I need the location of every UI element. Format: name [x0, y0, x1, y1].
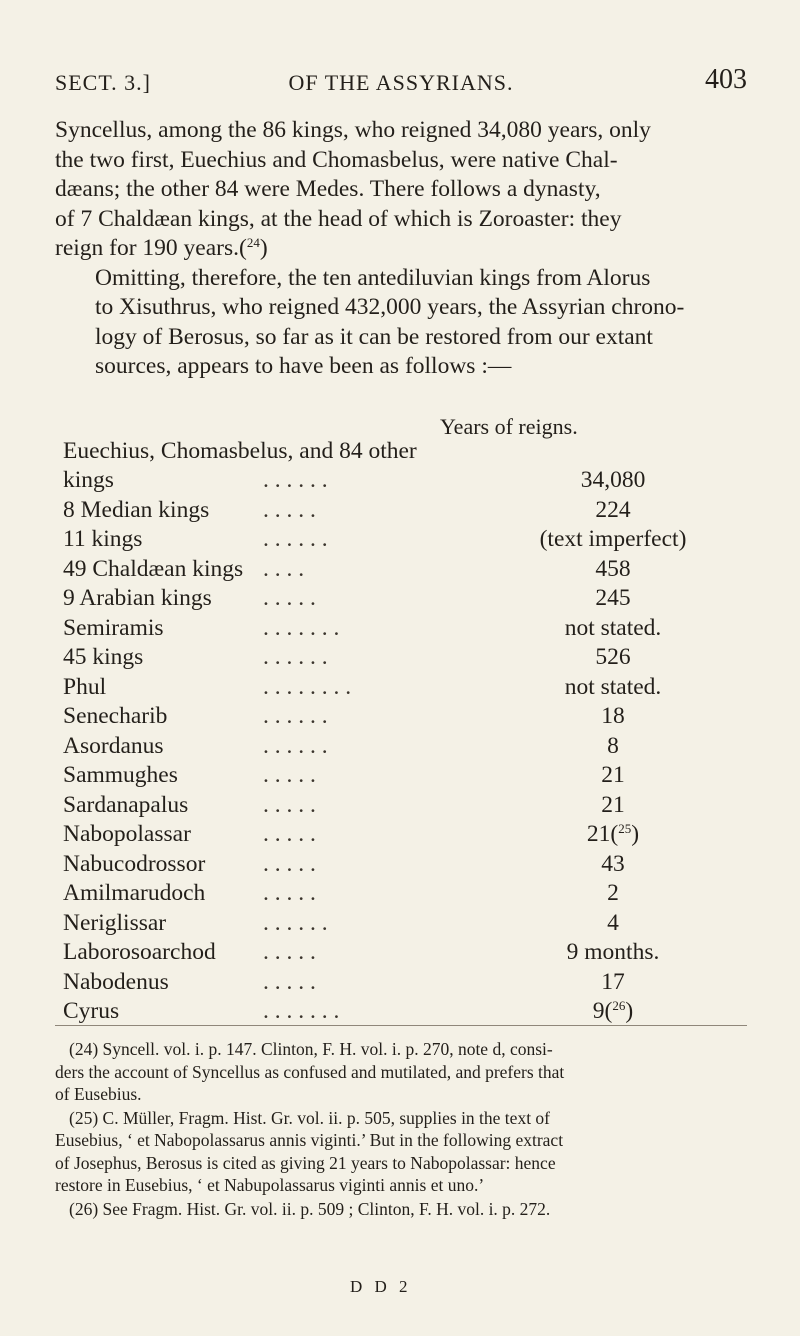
- king-name: Nabodenus: [63, 968, 169, 995]
- footnote: [55, 1198, 747, 1221]
- reign-years: [533, 969, 693, 996]
- footnote-line: of Josephus, Berosus is cited as giving 21 years to Nabopolassar: hence: [55, 1152, 556, 1173]
- text-fragment: ): [259, 235, 268, 261]
- reign-years: [533, 674, 693, 701]
- table-row: [63, 851, 683, 881]
- text-line: to Xisuthrus, who reigned 432,000 years, the Assyrian chrono-: [95, 294, 685, 320]
- table-row: [63, 880, 683, 910]
- text-line: [55, 234, 747, 264]
- king-name: Nabopolassar: [63, 821, 191, 847]
- paren-open: (: [610, 821, 619, 847]
- king-name: 45 kings: [63, 644, 144, 670]
- king-name: Cyrus: [63, 998, 120, 1024]
- reign-value: 34,080: [580, 467, 646, 493]
- footnote: [55, 1107, 747, 1197]
- reign-value: 18: [601, 703, 625, 729]
- king-name: Neriglissar: [63, 909, 167, 936]
- text-fragment: reign for 190 years.(: [55, 235, 247, 261]
- reign-years: [533, 762, 693, 789]
- reign-value: 4: [607, 909, 619, 936]
- reign-years: [533, 880, 693, 907]
- footnote-line: of Eusebius.: [55, 1084, 142, 1104]
- reign-years: [533, 526, 693, 553]
- leader-dots: . . . . . .: [263, 703, 328, 729]
- reign-years: [533, 703, 693, 730]
- reign-years: [533, 644, 693, 671]
- table-row: [63, 969, 683, 999]
- leader-dots: . . . . .: [263, 968, 316, 995]
- leader-dots: . . . . . .: [263, 467, 328, 493]
- reign-value: not stated.: [564, 673, 662, 700]
- king-name: Laborosoarchod: [63, 939, 216, 965]
- leader-dots: . . . . . .: [263, 526, 328, 552]
- footnote-ref: 25: [618, 821, 632, 836]
- footnote-line: restore in Eusebius, ‘ et Nabupolassarus viginti annis et uno.’: [55, 1175, 485, 1195]
- leader-dots: . . . . .: [263, 939, 316, 965]
- king-name: Amilmarudoch: [63, 880, 206, 906]
- reign-years: [533, 998, 693, 1025]
- table-row: [63, 615, 683, 645]
- reign-value: 21: [601, 762, 625, 788]
- footnotes: [55, 1038, 747, 1221]
- king-name: 8 Median kings: [63, 496, 210, 523]
- table-intro-line: Euechius, Chomasbelus, and 84 other: [63, 438, 417, 464]
- table-row: [63, 556, 683, 586]
- reign-value: 21: [601, 791, 625, 818]
- leader-dots: . . . . .: [263, 762, 316, 788]
- footnote-line: (26) See Fragm. Hist. Gr. vol. ii. p. 509 ; Clinton, F. H. vol. i. p. 272.: [69, 1198, 551, 1219]
- paragraph-2: [55, 264, 747, 382]
- footnote-line: Eusebius, ‘ et Nabopolassarus annis viginti.’ But in the following extract: [55, 1130, 564, 1150]
- reign-value: 2: [607, 880, 619, 906]
- reign-value: 9: [592, 998, 605, 1024]
- reign-years: [533, 821, 693, 848]
- leader-dots: . . . . .: [263, 850, 316, 877]
- leader-dots: . . . . .: [263, 585, 316, 611]
- king-name: 9 Arabian kings: [63, 585, 212, 611]
- leader-dots: . . . . .: [263, 496, 316, 523]
- leader-dots: . . . .: [263, 555, 305, 582]
- reign-value: 17: [601, 968, 625, 995]
- text-line: Syncellus, among the 86 kings, who reigned 34,080 years, only: [55, 117, 651, 143]
- table-row: [63, 585, 683, 615]
- king-name: Senecharib: [63, 703, 168, 729]
- leader-dots: . . . . . .: [263, 644, 328, 670]
- signature-mark: D D 2: [350, 1277, 412, 1296]
- paren-open: (: [604, 998, 613, 1024]
- reign-value: 9 months.: [566, 939, 660, 965]
- reign-years: [533, 556, 693, 583]
- running-header: [55, 64, 747, 104]
- text-line: dæans; the other 84 were Medes. There follows a dynasty,: [55, 176, 601, 202]
- reign-value: not stated.: [564, 614, 662, 641]
- reign-years: [533, 851, 693, 878]
- text-line: sources, appears to have been as follows :—: [95, 353, 512, 379]
- table-row: [63, 644, 683, 674]
- king-name: 11 kings: [63, 526, 143, 552]
- king-name: Phul: [63, 673, 107, 700]
- table-row: [63, 467, 683, 497]
- footnote-divider: [55, 1025, 747, 1026]
- reign-years: [533, 585, 693, 612]
- leader-dots: . . . . . . .: [263, 998, 340, 1024]
- reign-years: [533, 910, 693, 937]
- table-row: [63, 703, 683, 733]
- reign-value: 526: [595, 644, 631, 670]
- table-row: [63, 762, 683, 792]
- leader-dots: . . . . . .: [263, 909, 328, 936]
- text-line: Omitting, therefore, the ten antediluvian kings from Alorus: [95, 264, 651, 291]
- king-name: Nabucodrossor: [63, 850, 206, 877]
- section-label: SECT. 3.]: [55, 70, 151, 95]
- king-name: Sammughes: [63, 762, 178, 788]
- reign-years: [533, 615, 693, 642]
- reign-years: [533, 497, 693, 524]
- body-text: [55, 116, 747, 382]
- paren-close: ): [631, 821, 640, 847]
- reign-years: [533, 733, 693, 760]
- king-name: Semiramis: [63, 614, 164, 641]
- leader-dots: . . . . . .: [263, 732, 328, 759]
- table-row: [63, 497, 683, 527]
- table-row: [63, 792, 683, 822]
- reign-table: [63, 467, 687, 1028]
- reign-years: [533, 939, 693, 966]
- reign-value: 224: [595, 496, 631, 523]
- reign-years: [533, 467, 693, 494]
- table-row: [63, 526, 687, 556]
- footnote: [55, 1038, 747, 1106]
- leader-dots: . . . . .: [263, 791, 316, 818]
- reign-value: 458: [595, 555, 631, 582]
- footnote-line: (24) Syncell. vol. i. p. 147. Clinton, F. H. vol. i. p. 270, note d, consi-: [69, 1039, 553, 1059]
- footnote-line: ders the account of Syncellus as confused and mutilated, and prefers that: [55, 1061, 565, 1082]
- footnote-ref: 26: [612, 998, 626, 1013]
- text-line: the two first, Euechius and Chomasbelus, were native Chal-: [55, 146, 618, 173]
- table-row: [63, 939, 683, 969]
- table-row: [63, 998, 683, 1028]
- footnote-line: (25) C. Müller, Fragm. Hist. Gr. vol. ii. p. 505, supplies in the text of: [69, 1107, 551, 1128]
- paragraph-1: [55, 116, 747, 264]
- text-line: logy of Berosus, so far as it can be restored from our extant: [95, 323, 653, 350]
- page-number: 403: [705, 64, 747, 95]
- footnote-ref: 24: [246, 235, 260, 250]
- leader-dots: . . . . . . .: [263, 614, 340, 641]
- king-name: 49 Chaldæan kings: [63, 555, 244, 582]
- reign-value: 21: [586, 821, 611, 847]
- leader-dots: . . . . .: [263, 821, 316, 847]
- king-name: Asordanus: [63, 732, 164, 759]
- reign-value: 43: [601, 850, 625, 877]
- table-row: [63, 821, 683, 851]
- table-column-header: Years of reigns.: [440, 414, 578, 439]
- leader-dots: . . . . . . . .: [263, 673, 352, 700]
- table-row: [63, 910, 683, 940]
- reign-value: (text imperfect): [539, 526, 687, 552]
- reign-value: 245: [595, 585, 631, 611]
- king-name: Sardanapalus: [63, 791, 189, 818]
- king-name: kings: [63, 467, 114, 493]
- leader-dots: . . . . .: [263, 880, 316, 906]
- reign-years: [533, 792, 693, 819]
- table-row: [63, 733, 683, 763]
- paren-close: ): [625, 998, 634, 1024]
- reign-value: 8: [607, 732, 619, 759]
- text-line: of 7 Chaldæan kings, at the head of which is Zoroaster: they: [55, 205, 622, 232]
- table-row: [63, 674, 683, 704]
- running-title: OF THE ASSYRIANS.: [288, 70, 514, 95]
